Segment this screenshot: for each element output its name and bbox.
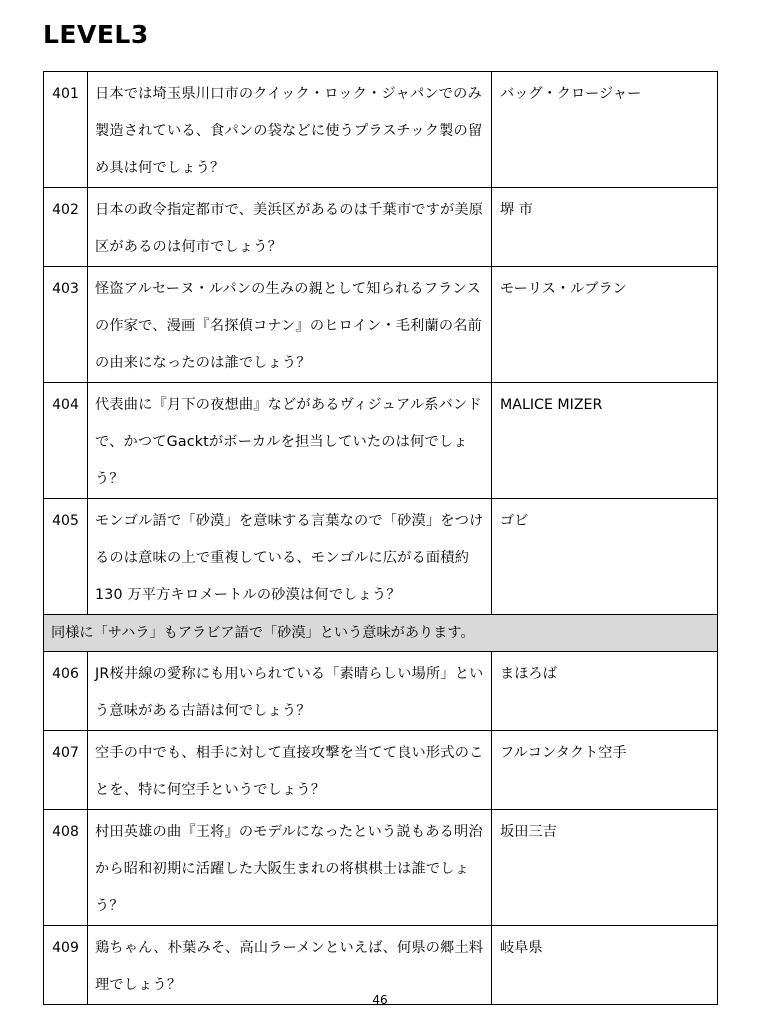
question-number: 407: [52, 745, 79, 761]
table-row: [44, 383, 718, 499]
answer-text: 堺 市: [500, 202, 533, 218]
question-text: モンゴル語で「砂漠」を意味する言葉なので「砂漠」をつけるのは意味の上で重複している、モンゴルに広がる面積約 130 万平方キロメートルの砂漠は何でしょう？: [95, 513, 484, 603]
page-title: LEVEL3: [43, 20, 149, 49]
answer-text: バッグ・クロージャー: [500, 86, 642, 102]
answer-text: モーリス・ルブラン: [500, 281, 627, 297]
question-number: 404: [52, 397, 79, 413]
question-number: 409: [52, 940, 79, 956]
question-text: 空手の中でも、相手に対して直接攻撃を当てて良い形式のことを、特に何空手というでしょう？: [95, 745, 484, 798]
question-text: 日本の政令指定都市で、美浜区があるのは千葉市ですが美原区があるのは何市でしょう？: [95, 202, 484, 255]
question-text: JR桜井線の愛称にも用いられている「素晴らしい場所」という意味がある古語は何でしょう？: [95, 666, 484, 719]
question-number: 406: [52, 666, 79, 682]
table-row: [44, 652, 718, 731]
answer-text: MALICE MIZER: [500, 397, 603, 413]
answer-text: フルコンタクト空手: [500, 745, 627, 761]
answer-text: ゴビ: [500, 513, 529, 529]
table-row: [44, 72, 718, 188]
question-number: 402: [52, 202, 79, 218]
table-row: [44, 499, 718, 615]
quiz-table: [43, 71, 718, 1005]
page-number: 46: [372, 993, 388, 1007]
question-number: 408: [52, 824, 79, 840]
answer-text: まほろば: [500, 666, 557, 682]
question-text: 代表曲に『月下の夜想曲』などがあるヴィジュアル系バンドで、かつてGacktがボーカルを担当していたのは何でしょう？: [95, 397, 482, 487]
question-number: 405: [52, 513, 79, 529]
question-number: 401: [52, 86, 79, 102]
table-row: [44, 810, 718, 926]
question-text: 怪盗アルセーヌ・ルパンの生みの親として知られるフランスの作家で、漫画『名探偵コナン』のヒロイン・毛利蘭の名前の由来になったのは誰でしょう？: [95, 281, 483, 371]
table-row: [44, 731, 718, 810]
note-text: 同様に「サハラ」もアラビア語で「砂漠」という意味があります。: [51, 625, 475, 641]
question-text: 村田英雄の曲『王将』のモデルになったという説もある明治から昭和初期に活躍した大阪生まれの将棋棋士は誰でしょう？: [95, 824, 483, 914]
table-row: [44, 267, 718, 383]
question-text: 日本では埼玉県川口市のクイック・ロック・ジャパンでのみ製造されている、食パンの袋などに使うプラスチック製の留め具は何でしょう？: [95, 86, 483, 176]
answer-text: 岐阜県: [500, 940, 543, 956]
question-text: 鶏ちゃん、朴葉みそ、高山ラーメンといえば、何県の郷土料理でしょう？: [95, 940, 484, 993]
answer-text: 坂田三吉: [500, 824, 557, 840]
table-row: [44, 188, 718, 267]
question-number: 403: [52, 281, 79, 297]
note-row: [44, 615, 718, 652]
